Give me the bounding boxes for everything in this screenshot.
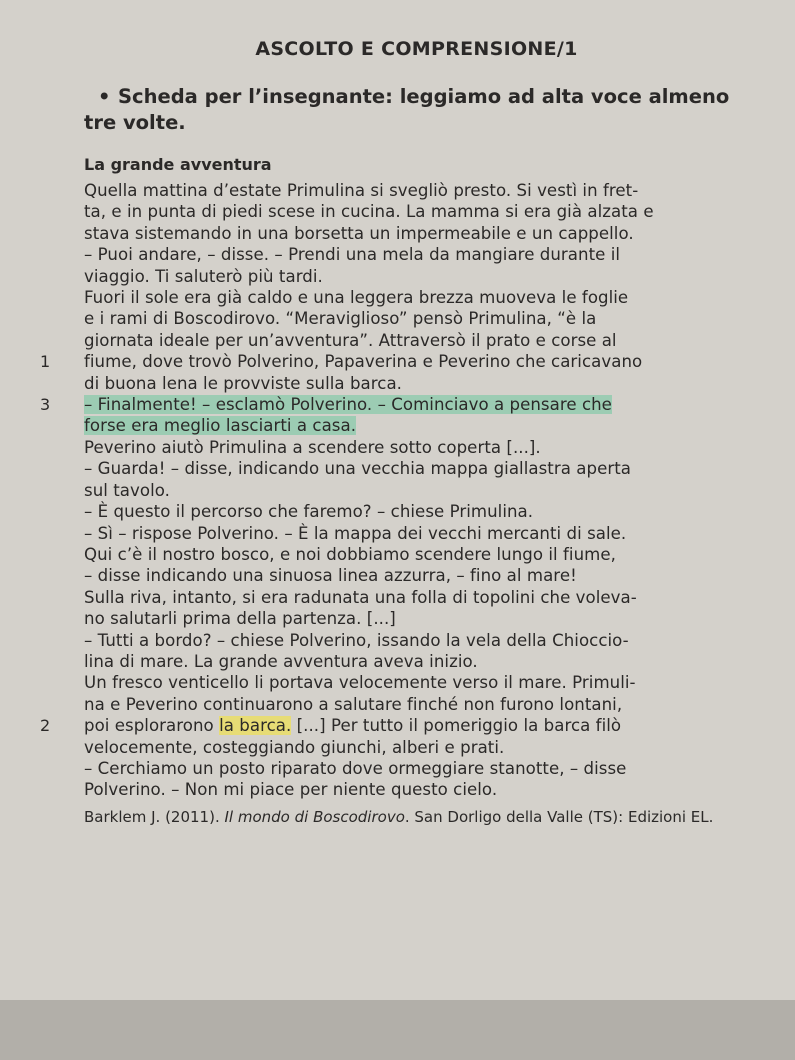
story-line: – Cerchiamo un posto riparato dove ormeggiare stanotte, – disse <box>84 758 627 778</box>
story-line-marked <box>40 351 749 372</box>
story-line: ta, e in punta di piedi scese in cucina. La mamma si era già alzata e <box>84 202 654 222</box>
story-line-text: fiume, dove trovò Polverino, Papaverina e Peverino che caricavano <box>84 352 643 372</box>
story-line: giornata ideale per un’avventura”. Attraversò il prato e corse al <box>84 330 617 350</box>
story-line: Un fresco venticello li portava velocemente verso il mare. Primuli- <box>84 673 636 693</box>
margin-mark: 1 <box>40 352 51 372</box>
story-line: Peverino aiutò Primulina a scendere sotto coperta [...]. <box>84 437 541 457</box>
story-line <box>84 415 749 436</box>
story-line: Quella mattina d’estate Primulina si svegliò presto. Si vestì in fret- <box>84 181 639 200</box>
story-line: velocemente, costeggiando giunchi, alberi e prati. <box>84 737 505 757</box>
story-line-marked <box>40 394 749 415</box>
story-line: – Tutti a bordo? – chiese Polverino, issando la vela della Chioccio- <box>84 630 629 650</box>
story-line: lina di mare. La grande avventura aveva inizio. <box>84 651 478 671</box>
worksheet-content <box>40 38 749 828</box>
story-line-text: poi esplorarono la barca. [...] Per tutto il pomeriggio la barca filò <box>84 716 622 736</box>
teacher-note <box>84 84 749 136</box>
story-line: Sulla riva, intanto, si era radunata una folla di topolini che voleva- <box>84 587 637 607</box>
story-line: Fuori il sole era già caldo e una leggera brezza muoveva le foglie <box>84 288 629 308</box>
story-line: – È questo il percorso che faremo? – chiese Primulina. <box>84 502 534 522</box>
margin-mark: 3 <box>40 395 51 415</box>
story-line: no salutarli prima della partenza. [...] <box>84 609 396 629</box>
citation-book-title: Il mondo di Boscodirovo <box>224 807 405 826</box>
story-line: viaggio. Ti saluterò più tardi. <box>84 266 323 286</box>
story-text <box>40 180 749 801</box>
citation-publisher: . San Dorligo della Valle (TS): Edizioni EL. <box>404 807 714 826</box>
highlighted-text: forse era meglio lasciarti a casa. <box>84 416 357 436</box>
page-title: ASCOLTO E COMPRENSIONE/1 <box>255 38 578 60</box>
story-line: di buona lena le provviste sulla barca. <box>84 373 402 393</box>
story-line-marked <box>40 715 749 736</box>
background-surface <box>0 1000 795 1060</box>
story-title: La grande avventura <box>84 155 272 174</box>
citation-author: Barklem J. (2011). <box>84 807 225 826</box>
story-line: – Sì – rispose Polverino. – È la mappa dei vecchi mercanti di sale. <box>84 523 627 543</box>
highlighted-phrase: la barca. <box>219 716 292 736</box>
story-line: sul tavolo. <box>84 480 170 500</box>
story-line: Qui c’è il nostro bosco, e noi dobbiamo scendere lungo il fiume, <box>84 544 616 564</box>
story-line: e i rami di Boscodirovo. “Meraviglioso” pensò Primulina, “è la <box>84 309 597 329</box>
story-line: – disse indicando una sinuosa linea azzurra, – fino al mare! <box>84 566 577 586</box>
story-line: – Puoi andare, – disse. – Prendi una mela da mangiare durante il <box>84 245 621 265</box>
citation <box>84 807 749 828</box>
teacher-note-text: Scheda per l’insegnante: leggiamo ad alta voce almeno tre volte. <box>84 85 730 134</box>
margin-mark: 2 <box>40 716 51 736</box>
story-line: stava sistemando in una borsetta un impermeabile e un cappello. <box>84 223 634 243</box>
highlighted-text: – Finalmente! – esclamò Polverino. – Cominciavo a pensare che <box>84 395 612 415</box>
bullet-icon: • <box>98 85 111 108</box>
story-line: – Guarda! – disse, indicando una vecchia mappa giallastra aperta <box>84 459 631 479</box>
story-line: Polverino. – Non mi piace per niente questo cielo. <box>84 780 498 800</box>
story-line: na e Peverino continuarono a salutare finché non furono lontani, <box>84 694 623 714</box>
